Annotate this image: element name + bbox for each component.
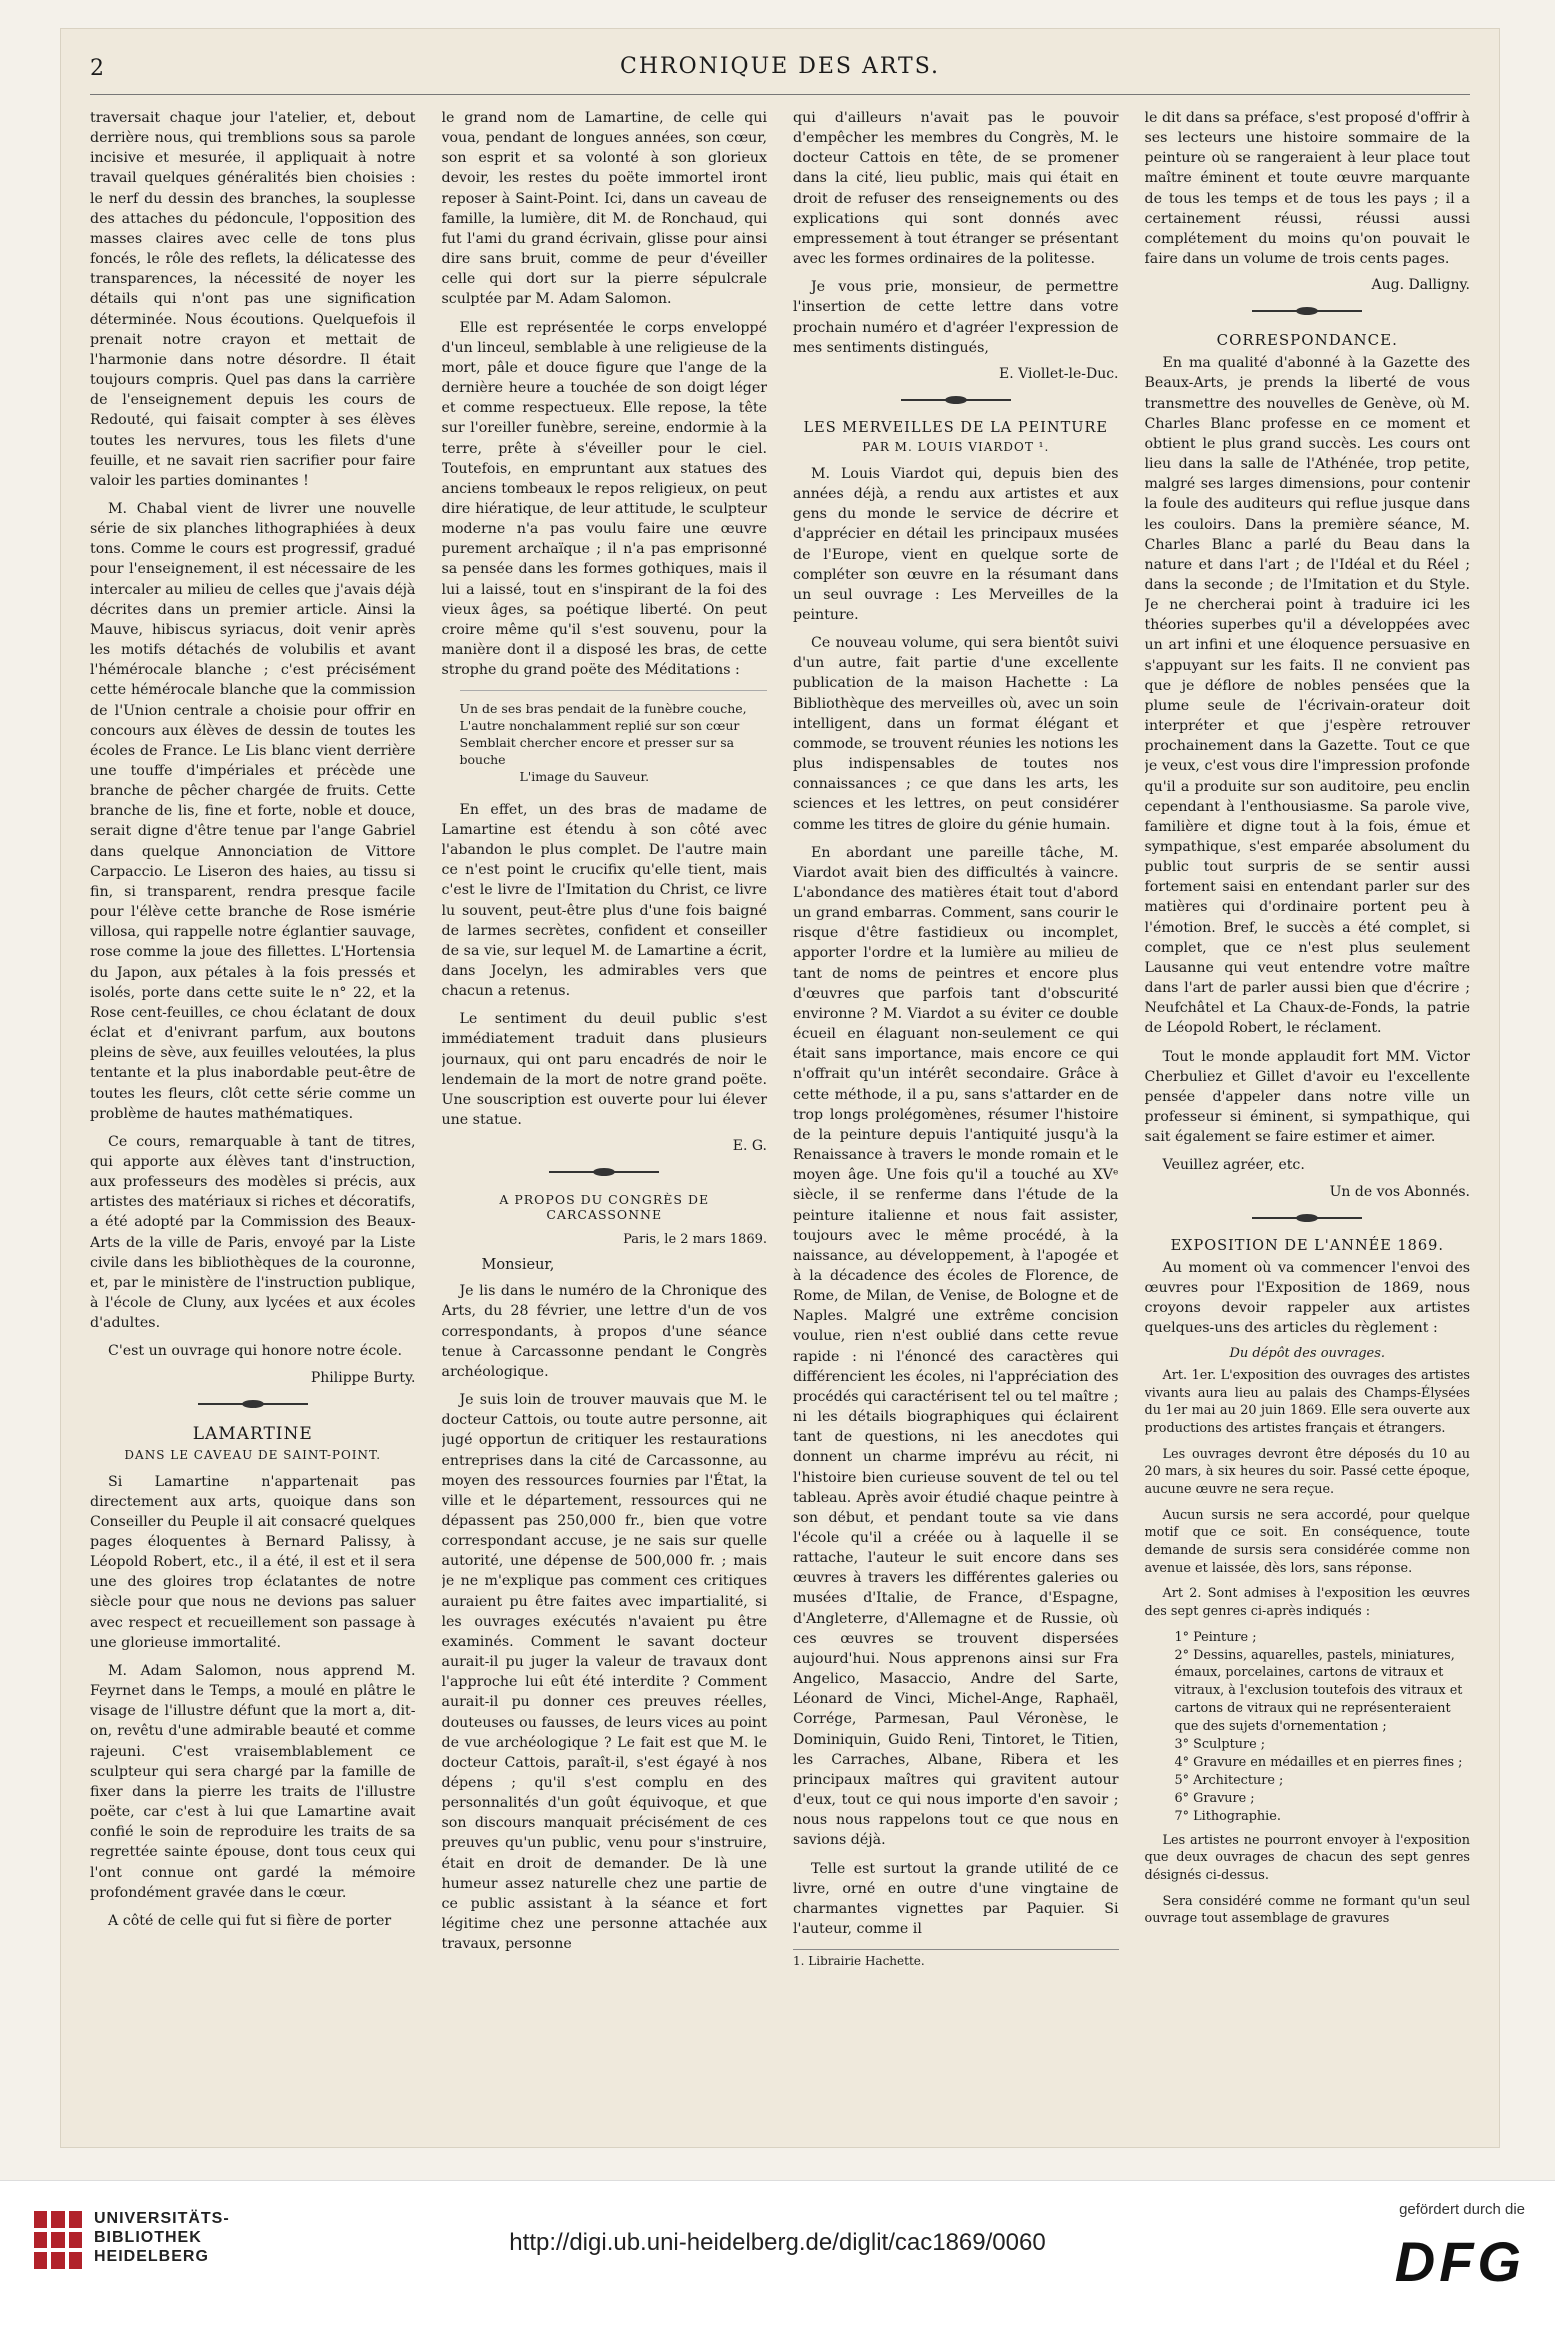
- poem-line: L'autre nonchalamment replié sur son cœur: [459, 718, 740, 734]
- section-divider: [549, 1168, 659, 1176]
- poem-quote: [460, 690, 768, 785]
- signature: E. Viollet-le-Duc.: [998, 365, 1119, 382]
- permalink-url[interactable]: http://digi.ub.uni-heidelberg.de/diglit/cac1869/0060: [509, 2229, 1046, 2256]
- funding-note: gefördert durch die: [1399, 2201, 1525, 2218]
- article-title: A PROPOS DU CONGRÈS DE CARCASSONNE: [499, 1192, 710, 1223]
- text-columns: [90, 108, 1470, 2138]
- paragraph: M. Chabal vient de livrer une nouvelle série de six planches lithographiées à deux tons. Comme le cours est progressif, gradué pour l'enseignement, il est nécessaire de les intercaler au milieu de celles que j'avais déjà décrites dans un premier article. Ainsi la Mauve, hibiscus syriacus, doit venir après les motifs détachés de volubilis et avant l'hémérocale blanche ; c'est précisément cette hémérocale blanche que la commission de l'Union centrale a choisie pour offrir en concours aux élèves de dessin de toutes les écoles de France. Le Lis blanc vient derrière une touffe d'impériales et précède une branche de pêcher chargée de fruits. Cette branche de lis, fine et forte, noble et douce, serait digne d'être tenue par l'ange Gabriel dans quelque Annonciation de Vittore Carpaccio. Le Liseron des haies, au tissu si fin, si transparent, rendra presque facile pour l'élève cette branche de Rose ismérie villosa, qui rappelle notre églantier sauvage, rose comme la joue des fillettes. L'Hortensia du Japon, aux pétales à la fois pressés et isolés, porte dans cette suite le n° 22, et la Rose cent-feuilles, ce chou éclatant de doux éclat et d'enivrant parfum, aux boutons pleins de sève, aux feuilles veloutées, la plus tentante et la plus inabordable peut-être de toutes les fleurs, clôt cette série comme un problème de hautes mathématiques.: [90, 500, 416, 1122]
- paragraph: Art 2. Sont admises à l'exposition les œuvres des sept genres ci-après indiqués :: [1144, 1586, 1470, 1619]
- list-item: 7° Lithographie.: [1174, 1808, 1281, 1824]
- footnote: 1. Librairie Hachette.: [793, 1949, 1119, 1968]
- list-item: 2° Dessins, aquarelles, pastels, miniatures, émaux, porcelaines, cartons de vitraux et vitraux, à l'exclusion toutefois des vitraux et cartons de vitraux qui ne représenteraient que des sujets d'ornementation ;: [1174, 1647, 1463, 1735]
- article-subtitle: DANS LE CAVEAU DE SAINT-POINT.: [124, 1447, 382, 1462]
- paragraph: le grand nom de Lamartine, de celle qui voua, pendant de longues années, son cœur, son esprit et sa volonté à son glorieux devoir, les restes du poëte immortel iront reposer à Saint-Point. Ici, dans un caveau de famille, la lumière, dit M. de Ronchaud, qui fut l'ami du grand écrivain, glisse pour ainsi dire sans bruit, comme de peur d'éveiller celle qui dort sur la pierre sépulcrale sculptée par M. Adam Salomon.: [441, 110, 767, 308]
- column-1: [90, 108, 416, 2138]
- list-item: 4° Gravure en médailles et en pierres fines ;: [1174, 1755, 1463, 1770]
- article-title: LAMARTINE: [192, 1423, 313, 1444]
- section-divider: [1252, 1214, 1362, 1222]
- section-divider: [1252, 307, 1362, 315]
- paragraph: Le sentiment du deuil public s'est immédiatement traduit dans plusieurs journaux, qui ont paru encadrés de noir le lendemain de la mort de notre grand poëte. Une souscription est ouverte pour lui élever une statue.: [441, 1011, 767, 1129]
- poem-line: L'image du Sauveur.: [519, 768, 650, 784]
- paragraph: C'est un ouvrage qui honore notre école.: [108, 1343, 403, 1360]
- signature: Philippe Burty.: [310, 1369, 416, 1386]
- signature: E. G.: [732, 1138, 767, 1155]
- list-item: 1° Peinture ;: [1174, 1629, 1257, 1645]
- paragraph: En effet, un des bras de madame de Lamartine est étendu à son côté avec l'abandon le plus complet. De l'autre main ce n'est point le crucifix qu'elle tient, mais c'est le livre de l'Imitation du Christ, ce livre lu souvent, peut-être plus d'une fois baigné de larmes secrètes, confident et conseiller de sa vie, sur lequel M. de Lamartine a écrit, dans Jocelyn, les admirables vers que chacun a retenus.: [441, 801, 767, 1000]
- paragraph: Art. 1er. L'exposition des ouvrages des artistes vivants aura lieu au palais des Champs-Élysées du 1er mai au 20 juin 1869. Elle sera ouverte aux productions des artistes français et étrangers.: [1144, 1368, 1470, 1437]
- paragraph: Je vous prie, monsieur, de permettre l'insertion de cette lettre dans votre prochain numéro et d'agréer l'expression de mes sentiments distingués,: [793, 279, 1119, 356]
- section-divider: [901, 396, 1011, 404]
- paragraph: Sera considéré comme ne formant qu'un seul ouvrage tout assemblage de gravures: [1144, 1893, 1470, 1927]
- signature: Un de vos Abonnés.: [1329, 1183, 1470, 1200]
- paragraph: Je lis dans le numéro de la Chronique des Arts, du 28 février, une lettre d'un de vos correspondants, à propos d'une séance tenue à Carcassonne pendant le Congrès archéologique.: [441, 1283, 767, 1380]
- paragraph: Veuillez agréer, etc.: [1162, 1157, 1305, 1174]
- journal-title: CHRONIQUE DES ARTS.: [620, 54, 940, 79]
- regulation-text: [1145, 1367, 1471, 1621]
- paragraph: Telle est surtout la grande utilité de ce livre, orné en outre d'une vingtaine de charmantes vignettes par Paquier. Si l'auteur, comme il: [793, 1860, 1119, 1937]
- paragraph: A côté de celle qui fut si fière de porter: [108, 1912, 392, 1929]
- viewer-footer: [0, 2180, 1555, 2352]
- paragraph: qui d'ailleurs n'avait pas le pouvoir d'empêcher les membres du Congrès, M. le docteur Cattois en tête, de se promener dans la cité, lieu public, mais qui était en droit de refuser des renseignements ou des explications qui sont donnés avec empressement à tout étranger se présentant avec les formes ordinaires de la politesse.: [793, 110, 1119, 268]
- page-number: 2: [90, 56, 104, 81]
- paragraph: Au moment où va commencer l'envoi des œuvres pour l'Exposition de 1869, nous croyons devoir rappeler aux artistes quelques-uns des articles du règlement :: [1144, 1259, 1470, 1336]
- salutation: Monsieur,: [481, 1257, 555, 1274]
- paragraph: M. Adam Salomon, nous apprend M. Feyrnet dans le Temps, a moulé en plâtre le visage de l'illustre défunt que la mort a, dit-on, revêtu d'une admirable beauté et comme rajeuni. C'est vraisemblablement ce sculpteur qui sera chargé par la famille de fixer dans la pierre les traits de l'illustre poëte, car c'est à lui que Lamartine avait confié le soin de reproduire les traits de sa regrettée sainte épouse, dont tous ceux qui l'ont connue ont gardé la mémoire profondément gravée dans le cœur.: [90, 1662, 416, 1901]
- paragraph: En ma qualité d'abonné à la Gazette des Beaux-Arts, je prends la liberté de vous transmettre des nouvelles de Genève, où M. Charles Blanc professe en ce moment et obtient le plus grand succès. Les cours ont lieu dans la salle de l'Athénée, trop petite, malgré ses larges dimensions, pour contenir la foule des auditeurs qui reflue jusque dans les couloirs. Dans la première séance, M. Charles Blanc a parlé du Beau dans la nature et dans l'art ; de l'Idéal et du Réel ; dans la seconde ; de l'Imitation et du Style. Je ne chercherai point à traduire ici les théories superbes qu'il a développées avec un art infini et une éloquence persuasive en s'appuyant sur les faits. Il ne convient pas que je déflore de nobles pensées que la plume seule de l'écrivain-orateur doit interpréter et que j'espère retrouver prochainement dans la Gazette. Tout ce que je veux, c'est vous dire l'impression profonde qu'il a produite sur son auditoire, peu enclin cependant à l'enthousiasme. Sa parole vive, familière et digne tout à la fois, émue et sympathique, s'est emparée absolument du public tout surpris de se sentir aussi fortement saisi en entendant parler sur des matières qui d'ordinaire portent peu à l'émotion. Bref, le succès a été complet, si complet, que ce n'est plus seulement Lausanne qui veut entendre votre maître dans l'art de parler aussi bien que d'écrire ; Neufchâtel et La Chaux-de-Fonds, la patrie de Léopold Robert, le réclament.: [1144, 355, 1470, 1037]
- article-title: LES MERVEILLES DE LA PEINTURE: [803, 419, 1108, 436]
- dfg-logo: DFG: [1394, 2230, 1525, 2293]
- paragraph: En abordant une pareille tâche, M. Viardot avait bien des difficultés à vaincre. L'abondance des matières était tout d'abord un grand embarras. Comment, sans courir le risque d'être fastidieux ou incomplet, apporter l'ordre et la lumière au milieu de tant de noms de peintres et encore plus d'œuvres que parfois tant d'obscurité environne ? M. Viardot a su éviter ce double écueil en élaguant non-seulement ce qui était sans importance, mais encore ce qui n'offrait qu'un intérêt secondaire. Grâce à cette méthode, il a pu, sans s'attarder en de trop longs prolégomènes, résumer l'histoire de la peinture depuis l'antiquité jusqu'à la Renaissance à travers le monde romain et le moyen âge. Une fois qu'il a touché au XVᵉ siècle, il se renferme dans l'étude de la peinture italienne et nous fait assister, toujours avec le même procédé, à la naissance, au développement, à l'apogée et à la décadence des écoles de Florence, de Rome, de Milan, de Venise, de Bologne et de Naples. Malgré une extrême concision voulue, rien n'est oublié dans cette revue rapide : ni l'énoncé des caractères qui différencient les écoles, ni l'appréciation des procédés qui caractérisent tel ou tel maître ; ni les détails biographiques qui éclairent tant de questions, ni les anecdotes qui donnent un charme imprévu au récit, ni l'histoire bien curieuse souvent de tel ou tel tableau. Après avoir étudié chaque peintre à son début, et pendant toute sa vie dans l'école qu'il a créée ou à laquelle il se rattache, l'auteur le suit encore dans ses œuvres à travers les différentes galeries ou musées d'Italie, de France, d'Espagne, d'Angleterre, d'Allemagne et de Russie, où ces œuvres se trouvent dispersées aujourd'hui. Nous apprenons ainsi sur Fra Angelico, Masaccio, Andre del Sarte, Léonard de Vinci, Michel-Ange, Raphaël, Corrége, Parmesan, Paul Véronèse, le Dominiquin, Guido Reni, Tintoret, le Titien, les Carraches, Albane, Ribera et les principaux maîtres qui gravitent autour d'eux, tout ce qui nous importe d'en savoir ; nous nous rappelons tout ce que nous en savions déjà.: [793, 844, 1119, 1849]
- poem-line: Semblait chercher encore et presser sur sa bouche: [459, 735, 735, 767]
- list-item: 3° Sculpture ;: [1174, 1737, 1266, 1753]
- dateline: Paris, le 2 mars 1869.: [623, 1232, 767, 1248]
- paragraph: Elle est représentée le corps enveloppé d'un linceul, semblable à une religieuse de la mort, pâle et douce figure que l'ange de la dernière heure a touchée de son doigt léger et comme respectueux. Elle repose, la tête sur l'oreiller funèbre, sereine, endormie à la terre, prête à s'éveiller pour le ciel. Toutefois, en empruntant aux statues des anciens tombeaux le repos religieux, on peut dire hiératique, de leur attitude, le sculpteur moderne n'a pas voulu faire une œuvre purement archaïque ; il n'a pas emprisonné sa pensée dans les formes gothiques, mais il lui a laissé, tout en s'inspirant de la foi des vieux âges, sa poétique liberté. On peut croire même qu'il s'est souvenu, pour la manière dont il a disposé les bras, de cette strophe du grand poëte des Méditations :: [441, 319, 767, 679]
- university-name: UNIVERSITÄTS- BIBLIOTHEK HEIDELBERG: [94, 2210, 230, 2266]
- column-4: [1145, 108, 1471, 2138]
- page-header: [60, 28, 1500, 98]
- paragraph: le dit dans sa préface, s'est proposé d'offrir à ses lecteurs une histoire sommaire de la peinture où se rangeraient à leur place tout maître éminent et toute œuvre marquante de tous les temps et de tous les pays ; il a certainement réussi, réussi aussi complétement du moins qu'on pouvait le faire dans un volume de trois cents pages.: [1144, 110, 1470, 268]
- column-3: [793, 108, 1119, 2138]
- section-divider: [198, 1400, 308, 1408]
- list-item: 6° Gravure ;: [1174, 1790, 1255, 1806]
- paragraph: Les ouvrages devront être déposés du 10 au 20 mars, à six heures du soir. Passé cette époque, aucune œuvre ne sera reçue.: [1144, 1446, 1470, 1498]
- paragraph: M. Louis Viardot qui, depuis bien des années déjà, a rendu aux artistes et aux gens du monde le service de décrire et d'apprécier en détail les principaux musées de l'Europe, vient en quelque sorte de compléter son œuvre en la résumant dans un seul ouvrage : Les Merveilles de la peinture.: [793, 465, 1119, 623]
- header-rule: [90, 94, 1470, 95]
- column-2: [442, 108, 768, 2138]
- newspaper-page: [60, 28, 1500, 2148]
- article-title: CORRESPONDANCE.: [1216, 331, 1398, 350]
- paragraph: Tout le monde applaudit fort MM. Victor Cherbuliez et Gillet d'avoir eu l'excellente pensée d'appeler dans notre ville un professeur si éminent, si sympathique, qui sait également se faire estimer et aimer.: [1144, 1048, 1470, 1146]
- section-heading: Du dépôt des ouvrages.: [1229, 1346, 1386, 1362]
- paragraph: Aucun sursis ne sera accordé, pour quelque motif que ce soit. En conséquence, toute demande de sursis sera considérée comme non avenue et laissée, dès lors, sans réponse.: [1144, 1507, 1470, 1576]
- list-item: 5° Architecture ;: [1174, 1772, 1284, 1788]
- poem-line: Un de ses bras pendait de la funèbre couche,: [459, 701, 747, 717]
- paragraph: Si Lamartine n'appartenait pas directement aux arts, quoique dans son Conseiller du Peuple il ait consacré quelques pages éloquentes à Bernard Palissy, à Léopold Robert, etc., il a été, il est et il sera une des gloires trop éclatantes de notre siècle pour que nous ne devions pas saluer avec respect et recueillement son passage à une glorieuse immortalité.: [90, 1473, 416, 1651]
- signature: Aug. Dalligny.: [1371, 277, 1470, 294]
- regulation-text: [1145, 1832, 1471, 1928]
- paragraph: traversait chaque jour l'atelier, et, debout derrière nous, qui tremblions sous sa parole incisive et mesurée, il appliquait à notre travail quelques généralités bien choisies : le nerf du dessin des branches, la souplesse des attaches du pédoncule, l'opposition des masses claires avec celle de tons plus foncés, le rôle des reflets, la délicatesse des transparences, la nécessité de noyer les détails qui n'ont pas une signification déterminée. Nous écoutions. Quelquefois il prenait notre crayon et mettait de l'harmonie dans notre désordre. Il était toujours compris. Quel pas dans la carrière de l'enseignement depuis les cours de Redouté, qui faisait compter à ses élèves toutes les nervures, tous les filets d'une feuille, et ne savait rien sacrifier pour faire valoir les parties dominantes !: [90, 110, 416, 489]
- paragraph: Je suis loin de trouver mauvais que M. le docteur Cattois, ou toute autre personne, ait jugé opportun de critiquer les restaurations entreprises dans la cité de Carcassonne, au moyen des ressources fournies par l'État, la ville et le département, ressources qui ne dépassent pas 250,000 fr., bien que votre correspondant accuse, je ne sais sur quelle autorité, une dépense de 500,000 fr. ; mais je ne m'explique pas comment ces critiques auraient pu être faites avec impartialité, si les ouvrages exécutés n'avaient pu être examinés. Comment le savant docteur aurait-il pu juger la valeur de travaux dont l'approche lui eût été interdite ? Comment aurait-il pu donner ces preuves réelles, douteuses ou fausses, de leurs vices au point de vue archéologique ? Le fait est que M. le docteur Cattois, paraît-il, s'est égayé à nos dépens ; qu'il s'est complu en des personnalités d'un goût équivoque, et que son discours manquait précisément de ces preuves qu'un public, venu pour s'instruire, était en droit de demander. De là une humeur assez naturelle chez une partie de ce public assistant à la séance et fort légitime chez une personne attachée aux travaux, personne: [441, 1392, 767, 1953]
- article-subtitle: PAR M. LOUIS VIARDOT ¹.: [862, 439, 1050, 454]
- paragraph: Les artistes ne pourront envoyer à l'exposition que deux ouvrages de chacun des sept genres désignés ci-dessus.: [1144, 1832, 1470, 1883]
- paragraph: Ce cours, remarquable à tant de titres, qui apporte aux élèves tant d'instruction, aux professeurs des modèles si précis, aux artistes des matériaux si riches et décoratifs, a été adopté par la Commission des Beaux-Arts de la ville de Paris, envoyé par la Liste civile dans les bibliothèques de la couronne, et, par le ministère de l'instruction publique, à l'école de Cluny, aux lycées et aux écoles d'adultes.: [90, 1133, 416, 1332]
- paragraph: Ce nouveau volume, qui sera bientôt suivi d'un autre, fait partie d'une excellente publication de la maison Hachette : La Bibliothèque des merveilles où, avec un soin intelligent, dans un format élégant et commode, se trouvent réunies les notions les plus indispensables de toutes nos connaissances ; ce que dans les arts, les sciences et les lettres, on peut considérer comme les titres de gloire du génie humain.: [793, 635, 1119, 833]
- genre-list: [1175, 1629, 1471, 1826]
- article-title: EXPOSITION DE L'ANNÉE 1869.: [1170, 1237, 1444, 1254]
